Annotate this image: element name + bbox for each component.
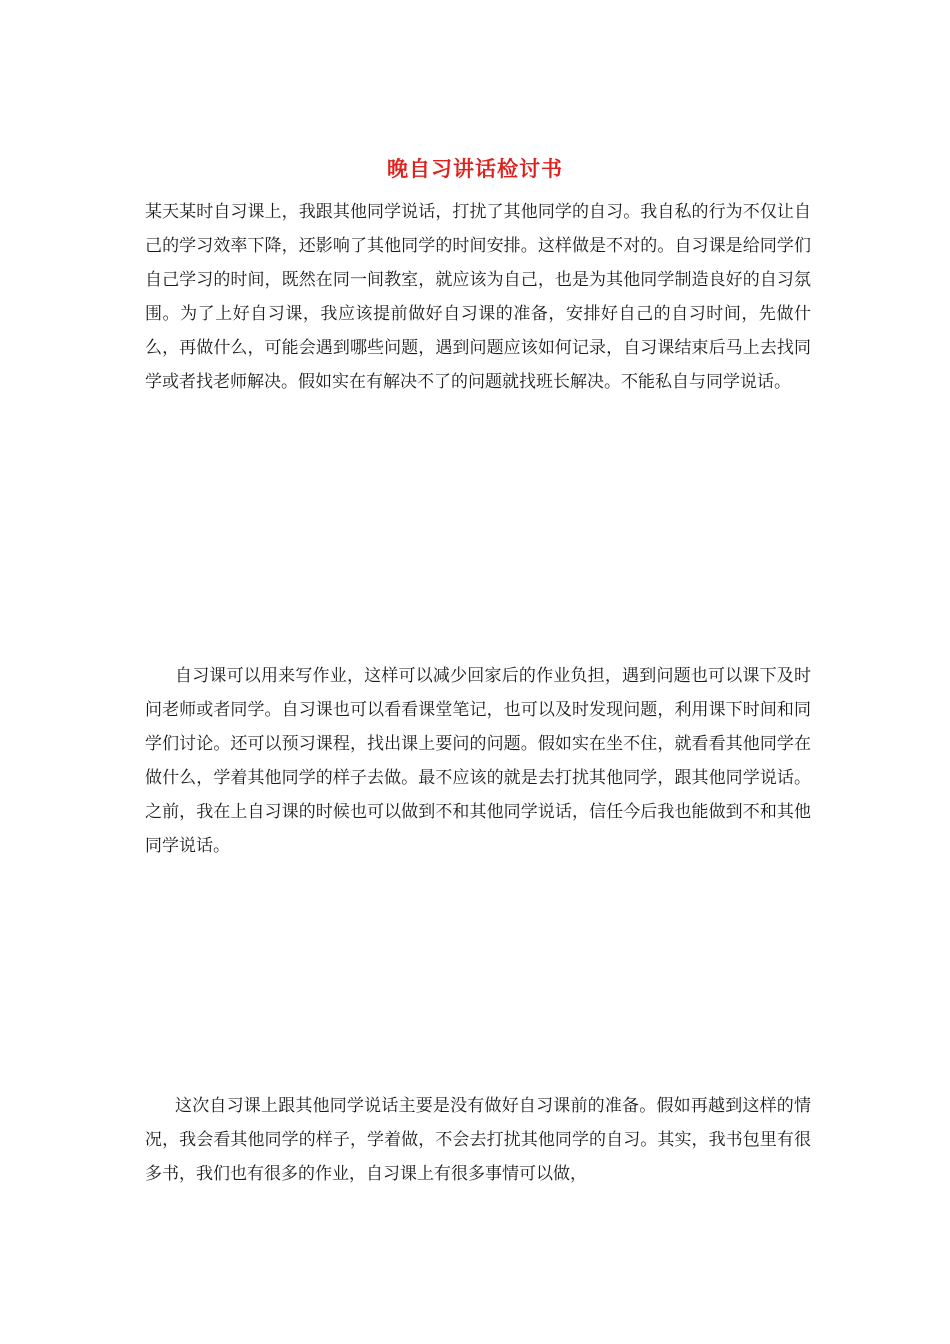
document-title: 晚自习讲话检讨书 — [387, 156, 563, 181]
paragraph-3: 这次自习课上跟其他同学说话主要是没有做好自习课前的准备。假如再越到这样的情况，我会看其他同学的样子，学着做，不会去打扰其他同学的自习。其实，我书包里有很多书，我们也有很多的作业，自习课上有很多事情可以做， — [145, 1096, 811, 1184]
paragraph-1: 某天某时自习课上，我跟其他同学说话，打扰了其他同学的自习。我自私的行为不仅让自己的学习效率下降，还影响了其他同学的时间安排。这样做是不对的。自习课是给同学们自己学习的时间，既然在同一间教室，就应该为自己，也是为其他同学制造良好的自习氛围。为了上好自习课，我应该提前做好自习课的准备，安排好自己的自习时间，先做什么，再做什么，可能会遇到哪些问题，遇到问题应该如何记录，自习课结束后马上去找同学或者找老师解决。假如实在有解决不了的问题就找班长解决。不能私自与同学说话。 — [145, 202, 811, 392]
paragraph-2: 自习课可以用来写作业，这样可以减少回家后的作业负担，遇到问题也可以课下及时问老师或者同学。自习课也可以看看课堂笔记，也可以及时发现问题，利用课下时间和同学们讨论。还可以预习课程，找出课上要问的问题。假如实在坐不住，就看看其他同学在做什么，学着其他同学的样子去做。最不应该的就是去打扰其他同学，跟其他同学说话。之前，我在上自习课的时候也可以做到不和其他同学说话，信任今后我也能做到不和其他同学说话。 — [145, 666, 811, 856]
